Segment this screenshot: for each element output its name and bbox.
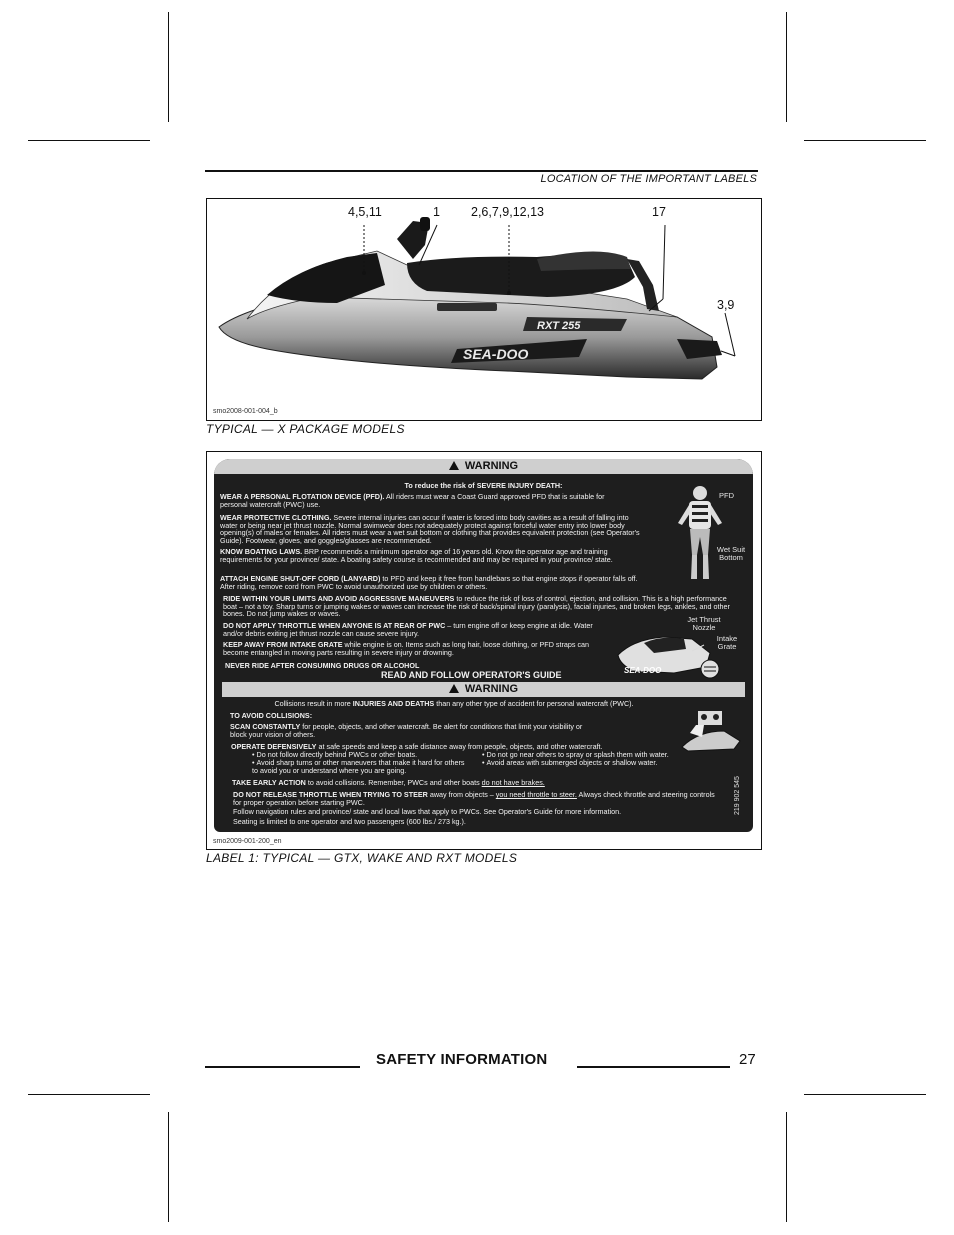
svg-text:RXT 255: RXT 255 bbox=[537, 320, 581, 332]
figure-caption: TYPICAL — X PACKAGE MODELS bbox=[206, 422, 405, 436]
throttle-steer-text: DO NOT RELEASE THROTTLE WHEN TRYING TO STEER away from objects – you need throttle to steer. Always check throttle and steering controls for proper operation before starting PWC. bbox=[233, 790, 715, 807]
seating-limit-text: Seating is limited to one operator and two passengers (600 lbs./ 273 kg.). bbox=[233, 817, 466, 826]
warning-intro: To reduce the risk of SEVERE INJURY DEATH: bbox=[404, 481, 563, 490]
warning-item: KNOW BOATING LAWS. BRP recommends a minimum operator age of 16 years old. Know the operator age and training requirements for your province/ state. A boating safety course is recommended and may be required in your province/ state. bbox=[220, 547, 613, 564]
crop-mark bbox=[28, 140, 150, 141]
page-number: 27 bbox=[739, 1051, 756, 1068]
warning-triangle-icon bbox=[449, 684, 459, 693]
svg-text:SEA-DOO: SEA-DOO bbox=[463, 346, 529, 362]
warning-item: DO NOT APPLY THROTTLE WHEN ANYONE IS AT REAR OF PWC – turn engine off or keep engine at idle. Water and/or debris exiting jet thrust nozzle can cause severe injury. bbox=[223, 621, 593, 638]
warning-triangle-icon bbox=[449, 461, 459, 470]
crop-mark bbox=[168, 12, 169, 122]
early-action-text: TAKE EARLY ACTION to avoid collisions. Remember, PWCs and other boats do not have brakes. bbox=[232, 778, 545, 787]
crop-mark bbox=[786, 1112, 787, 1222]
callout-label: 4,5,11 bbox=[348, 205, 382, 219]
warning-item: WEAR A PERSONAL FLOTATION DEVICE (PFD). All riders must wear a Coast Guard approved PFD that is suitable for personal watercraft (PWC) use. bbox=[220, 492, 605, 509]
pwc-small-illustration bbox=[614, 625, 724, 685]
footer-rule bbox=[205, 1066, 360, 1068]
warning-item: ATTACH ENGINE SHUT-OFF CORD (LANYARD) to PFD and keep it free from handlebars so that engine stops if operator falls off. After riding, remove cord from PWC to avoid unauthorized use by children or others. bbox=[220, 574, 638, 591]
pfd-label: PFD bbox=[719, 491, 734, 500]
section-title: SAFETY INFORMATION bbox=[376, 1051, 548, 1068]
figure-code: smo2009-001-200_en bbox=[213, 838, 282, 845]
collision-bullet: • Avoid sharp turns or other maneuvers that make it hard for others to avoid you or understand where you are going. bbox=[252, 758, 465, 775]
footer-rule bbox=[577, 1066, 730, 1068]
warning-item: RIDE WITHIN YOUR LIMITS AND AVOID AGGRESSIVE MANEUVERS to reduce the risk of loss of control, ejection, and collision. This is a high performance boat – not a toy. Sharp turns or jumping wakes or waves can increase the risk of back/spinal injury (paralysis), facial injuries, and broken legs, ankles, and other bones. Do not jump wakes or waves. bbox=[223, 594, 730, 619]
crop-mark bbox=[786, 12, 787, 122]
safety-label bbox=[214, 459, 753, 832]
pwc-brand-text: SEA-DOO bbox=[624, 666, 662, 675]
callout-label: 3,9 bbox=[717, 298, 735, 312]
warning-header: WARNING bbox=[222, 682, 745, 697]
callout-label: 1 bbox=[433, 205, 440, 219]
collision-bullet: • Avoid areas with submerged objects or shallow water. bbox=[482, 758, 658, 767]
crop-mark bbox=[804, 140, 926, 141]
crop-mark bbox=[168, 1112, 169, 1222]
figure-code: smo2008-001-004_b bbox=[213, 408, 278, 415]
intake-grate-label: Intake Grate bbox=[716, 634, 738, 651]
callout-label: 17 bbox=[652, 205, 666, 219]
warning-header: WARNING bbox=[214, 459, 753, 474]
navigation-rules-text: Follow navigation rules and province/ state and local laws that apply to PWCs. See Operator's Guide for more information. bbox=[233, 807, 622, 816]
part-number: 219 902 545 bbox=[734, 776, 741, 815]
riders-illustration bbox=[678, 707, 744, 753]
figure-caption: LABEL 1: TYPICAL — GTX, WAKE AND RXT MODELS bbox=[206, 851, 518, 865]
avoid-collisions-heading: TO AVOID COLLISIONS: bbox=[230, 711, 313, 720]
warning-item: WEAR PROTECTIVE CLOTHING. Severe internal injuries can occur if water is forced into body cavities as a result of falling into water or being near jet thrust nozzle. Normal swimwear does not adequately protect against forceful water entry into lower body opening(s) of males or females. All riders must wear a wet suit bottom or clothing that provides equivalent protection (see Operator's Guide). Footwear, gloves, and goggles/glasses are recommended. bbox=[220, 513, 640, 545]
collision-bullet: • Do not follow directly behind PWCs or other boats. bbox=[252, 750, 418, 759]
watercraft-figure bbox=[206, 198, 762, 421]
collision-intro: Collisions result in more INJURIES AND DEATHS than any other type of accident for personal watercraft (PWC). bbox=[274, 699, 634, 708]
crop-mark bbox=[28, 1094, 150, 1095]
warning-item: NEVER RIDE AFTER CONSUMING DRUGS OR ALCOHOL bbox=[225, 661, 420, 670]
operate-defensively-text: OPERATE DEFENSIVELY at safe speeds and keep a safe distance away from people, objects, and other watercraft. bbox=[231, 742, 603, 751]
running-head: LOCATION OF THE IMPORTANT LABELS bbox=[540, 173, 757, 185]
crop-mark bbox=[804, 1094, 926, 1095]
collision-bullet: • Do not go near others to spray or splash them with water. bbox=[482, 750, 669, 759]
wet-suit-label: Wet Suit Bottom bbox=[716, 545, 746, 562]
callout-label: 2,6,7,9,12,13 bbox=[471, 205, 544, 219]
watercraft-illustration bbox=[207, 199, 761, 420]
scan-constantly-text: SCAN CONSTANTLY for people, objects, and other watercraft. Be alert for conditions that limit your visibility or block your vision of others. bbox=[230, 722, 583, 739]
jet-thrust-label: Jet Thrust Nozzle bbox=[687, 615, 721, 632]
warning-item: KEEP AWAY FROM INTAKE GRATE while engine is on. Items such as long hair, loose clothing, or PFD straps can become entangled in moving parts resulting in severe injury or drowning. bbox=[223, 640, 590, 657]
read-guide-text: READ AND FOLLOW OPERATOR'S GUIDE bbox=[381, 670, 562, 680]
safety-label-figure bbox=[206, 451, 762, 850]
header-rule bbox=[205, 170, 758, 172]
